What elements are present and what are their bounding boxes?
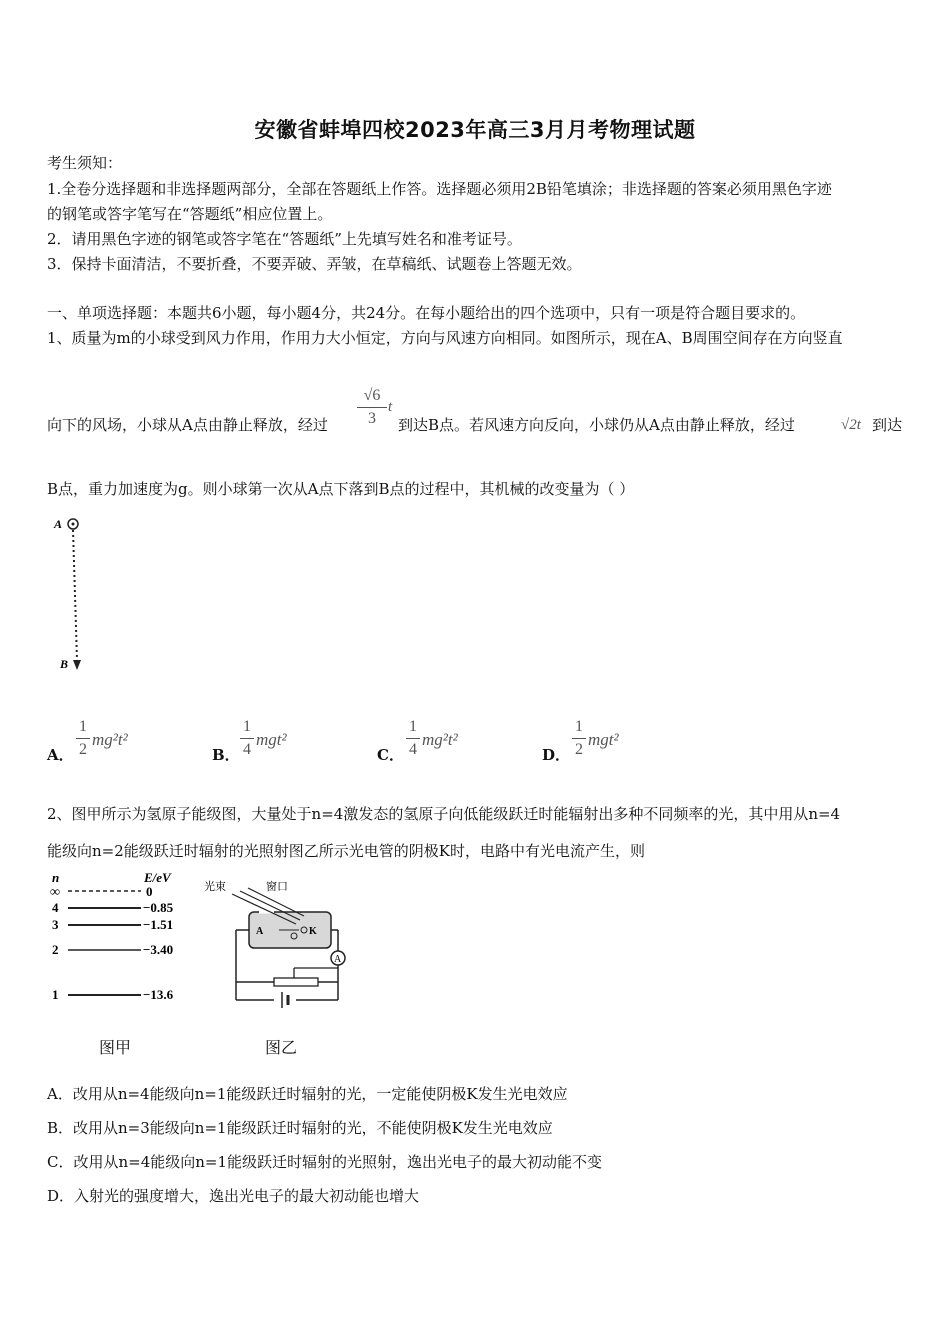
q1-time-variable: t xyxy=(388,399,393,415)
q1-fraction-time xyxy=(357,387,387,428)
level-e-infinity: 0 xyxy=(146,884,153,899)
q1-option-b-letter: B． xyxy=(212,746,240,764)
fraction-numerator: 1 xyxy=(575,718,583,735)
notice-heading: 考生须知： xyxy=(47,154,123,172)
q1-line1: 1、质量为m的小球受到风力作用，作用力大小恒定，方向与风速方向相同。如图所示，现在A、B周围空间存在方向竖直 xyxy=(47,329,843,347)
fraction-numerator: 1 xyxy=(79,718,87,735)
q2-option-b: B．改用从n=3能级向n=1能级跃迁时辐射的光，不能使阴极K发生光电效应 xyxy=(47,1119,553,1137)
level-n-infinity: ∞ xyxy=(50,885,60,900)
fraction-numerator: 1 xyxy=(243,718,251,735)
q2-option-a: A．改用从n=4能级向n=1能级跃迁时辐射的光，一定能使阴极K发生光电效应 xyxy=(47,1085,568,1103)
ammeter-label: A xyxy=(334,954,342,965)
window-label: 窗口 xyxy=(266,881,288,893)
point-a-label: A xyxy=(54,517,63,531)
notice-item-2: 2．请用黑色字迹的钢笔或答字笔在“答题纸”上先填写姓名和准考证号。 xyxy=(47,230,522,248)
level-e-3: −1.51 xyxy=(143,917,174,932)
notice-item-1-cont: 的钢笔或答字笔写在“答题纸”相应位置上。 xyxy=(47,205,333,223)
page-title: 安徽省蚌埠四校2023年高三3月月考物理试题 xyxy=(254,118,696,142)
q1-option-d-fraction xyxy=(572,718,586,759)
fall-path xyxy=(73,530,77,660)
q1-option-d-letter: D． xyxy=(542,746,571,764)
fraction-denominator: 2 xyxy=(79,741,87,758)
fraction-numerator: √6 xyxy=(363,387,381,404)
q1-line2c: 到达 xyxy=(872,416,903,434)
fraction-denominator: 4 xyxy=(409,741,417,758)
level-n-1: 1 xyxy=(52,987,59,1002)
level-e-1: −13.6 xyxy=(143,987,174,1002)
q1-option-d-expr: mgt² xyxy=(588,730,619,749)
notice-item-1: 1.全卷分选择题和非选择题两部分，全部在答题纸上作答。选择题必须用2B铅笔填涂；非选择题的答案必须用黑色字迹 xyxy=(47,180,832,198)
q1-option-b-expr: mgt² xyxy=(256,730,287,749)
q1-option-b-fraction xyxy=(240,718,254,759)
notice-item-3: 3．保持卡面清洁，不要折叠，不要弄破、弄皱，在草稿纸、试题卷上答题无效。 xyxy=(47,255,582,273)
q1-line3: B点，重力加速度为g。则小球第一次从A点下落到B点的过程中，其机械的改变量为（ ） xyxy=(47,480,635,498)
rheostat-icon xyxy=(274,978,318,986)
energy-column-header: E/eV xyxy=(144,870,171,885)
q1-option-a-letter: A． xyxy=(47,746,74,764)
n-column-header: n xyxy=(52,870,60,885)
q1-option-a-expr: mg²t² xyxy=(92,730,128,749)
q2-line2: 能级向n=2能级跃迁时辐射的光照射图乙所示光电管的阴极K时，电路中有光电流产生，则 xyxy=(47,842,645,860)
q1-line2a: 向下的风场，小球从A点由静止释放，经过 xyxy=(47,416,328,434)
fraction-denominator: 2 xyxy=(575,741,583,758)
photocell-circuit-diagram xyxy=(204,874,354,1014)
level-n-2: 2 xyxy=(52,942,59,957)
section-heading: 一、单项选择题：本题共6小题，每小题4分，共24分。在每小题给出的四个选项中，只有一项是符合题目要求的。 xyxy=(47,304,806,322)
figure-a-caption: 图甲 xyxy=(99,1038,132,1057)
energy-level-diagram xyxy=(46,870,196,1010)
q1-sqrt2t: √2t xyxy=(841,417,861,433)
q1-line2b: 到达B点。若风速方向反向，小球仍从A点由静止释放，经过 xyxy=(398,416,795,434)
beam-label: 光束 xyxy=(204,881,226,893)
q2-option-c: C．改用从n=4能级向n=1能级跃迁时辐射的光照射，逸出光电子的最大初动能不变 xyxy=(47,1153,603,1171)
cathode-label: K xyxy=(309,926,317,937)
level-n-4: 4 xyxy=(52,900,59,915)
fraction-denominator: 3 xyxy=(368,410,376,427)
q1-option-c-letter: C． xyxy=(377,746,404,764)
arrow-down-icon xyxy=(73,660,81,670)
q1-option-a-fraction xyxy=(76,718,90,759)
level-e-4: −0.85 xyxy=(143,900,174,915)
q1-option-c-expr: mg²t² xyxy=(422,730,458,749)
point-b-label: B xyxy=(60,657,69,671)
q1-option-c-fraction xyxy=(406,718,420,759)
level-e-2: −3.40 xyxy=(143,942,174,957)
level-n-3: 3 xyxy=(52,917,59,932)
q2-line1: 2、图甲所示为氢原子能级图，大量处于n=4激发态的氢原子向低能级跃迁时能辐射出多种不同频率的光，其中用从n=4 xyxy=(47,805,841,823)
fraction-numerator: 1 xyxy=(409,718,417,735)
figure-b-caption: 图乙 xyxy=(265,1038,298,1057)
q1-figure xyxy=(50,512,100,682)
anode-label: A xyxy=(256,926,264,937)
q2-option-d: D．入射光的强度增大，逸出光电子的最大初动能也增大 xyxy=(47,1187,420,1205)
fraction-denominator: 4 xyxy=(243,741,251,758)
